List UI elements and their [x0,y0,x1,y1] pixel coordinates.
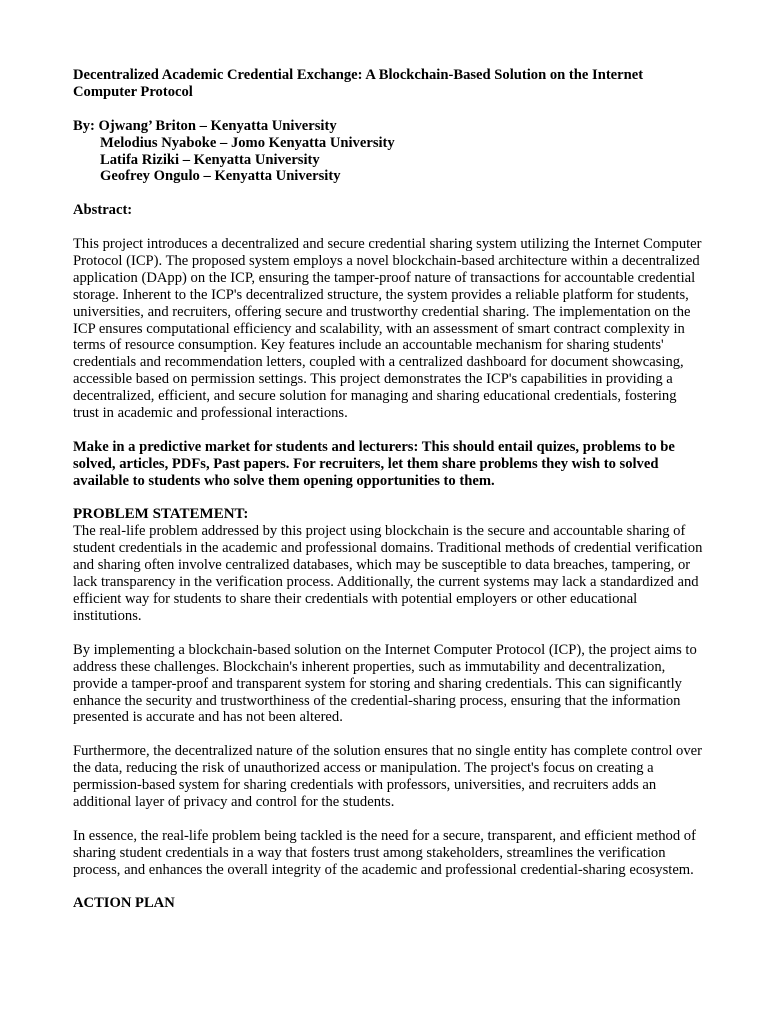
author-list [73,118,703,186]
abstract-paragraph: This project introduces a decentralized and secure credential sharing system utilizing the Internet Computer Protocol (ICP). The proposed system employs a novel blockchain-based architecture within a decentralized application (DApp) on the ICP, ensuring the tamper-proof nature of transactions for accountable credential storage. Inherent to the ICP's decentralized structure, the system provides a reliable platform for students, universities, and recruiters, offering secure and trustworthy credential sharing. The implementation on the ICP ensures computational efficiency and scalability, with an assessment of smart contract complexity in terms of resource consumption. Key features include an accountable mechanism for sharing students' credentials and recommendation letters, coupled with a centralized dashboard for document showcasing, accessible based on permission settings. This project demonstrates the ICP's capabilities in providing a decentralized, efficient, and secure solution for managing and sharing educational credentials, fostering trust in academic and professional interactions. [73,236,702,422]
problem-paragraph: In essence, the real-life problem being tackled is the need for a secure, transparent, and efficient method of sharing student credentials in a way that fosters trust among stakeholders, streamlines the verification process, and enhances the overall integrity of the academic and professional credential-sharing ecosystem. [73,827,696,878]
abstract-heading: Abstract: [73,202,133,219]
author-line: By: Ojwang’ Briton – Kenyatta University [73,117,337,134]
problem-paragraph: Furthermore, the decentralized nature of the solution ensures that no single entity has complete control over the data, reducing the risk of unauthorized access or manipulation. The project's focus on creating a permission-based system for sharing credentials with professors, universities, and recruiters adds an additional layer of privacy and control for the students. [73,743,702,810]
author-line: Geofrey Ongulo – Kenyatta University [100,168,341,185]
problem-statement-heading: PROBLEM STATEMENT: [73,506,249,523]
note-paragraph: Make in a predictive market for students and lecturers: This should entail quizes, problems to be solved, articles, PDFs, Past papers. For recruiters, let them share problems they wish to solved available to students who solve them opening opportunities to them. [73,438,675,489]
document-page [73,67,703,912]
problem-paragraph: By implementing a blockchain-based solution on the Internet Computer Protocol (ICP), the project aims to address these challenges. Blockchain's inherent properties, such as immutability and decentralization, provide a tamper-proof and transparent system for storing and sharing credentials. This can significantly enhance the security and trustworthiness of the credential-sharing process, ensuring that the information presented is accurate and has not been altered. [73,641,697,726]
author-line: Latifa Riziki – Kenyatta University [100,151,320,168]
document-title: Decentralized Academic Credential Exchange: A Blockchain-Based Solution on the Internet Computer Protocol [73,67,644,100]
author-line: Melodius Nyaboke – Jomo Kenyatta University [100,134,395,151]
action-plan-heading: ACTION PLAN [73,895,175,912]
problem-paragraph: The real-life problem addressed by this project using blockchain is the secure and accountable sharing of student credentials in the academic and professional domains. Traditional methods of credential verification and sharing often involve centralized databases, which may be susceptible to data breaches, tampering, or lack transparency in the verification process. Additionally, the current systems may lack a standardized and efficient way for students to share their credentials with potential employers or other educational institutions. [73,523,703,625]
